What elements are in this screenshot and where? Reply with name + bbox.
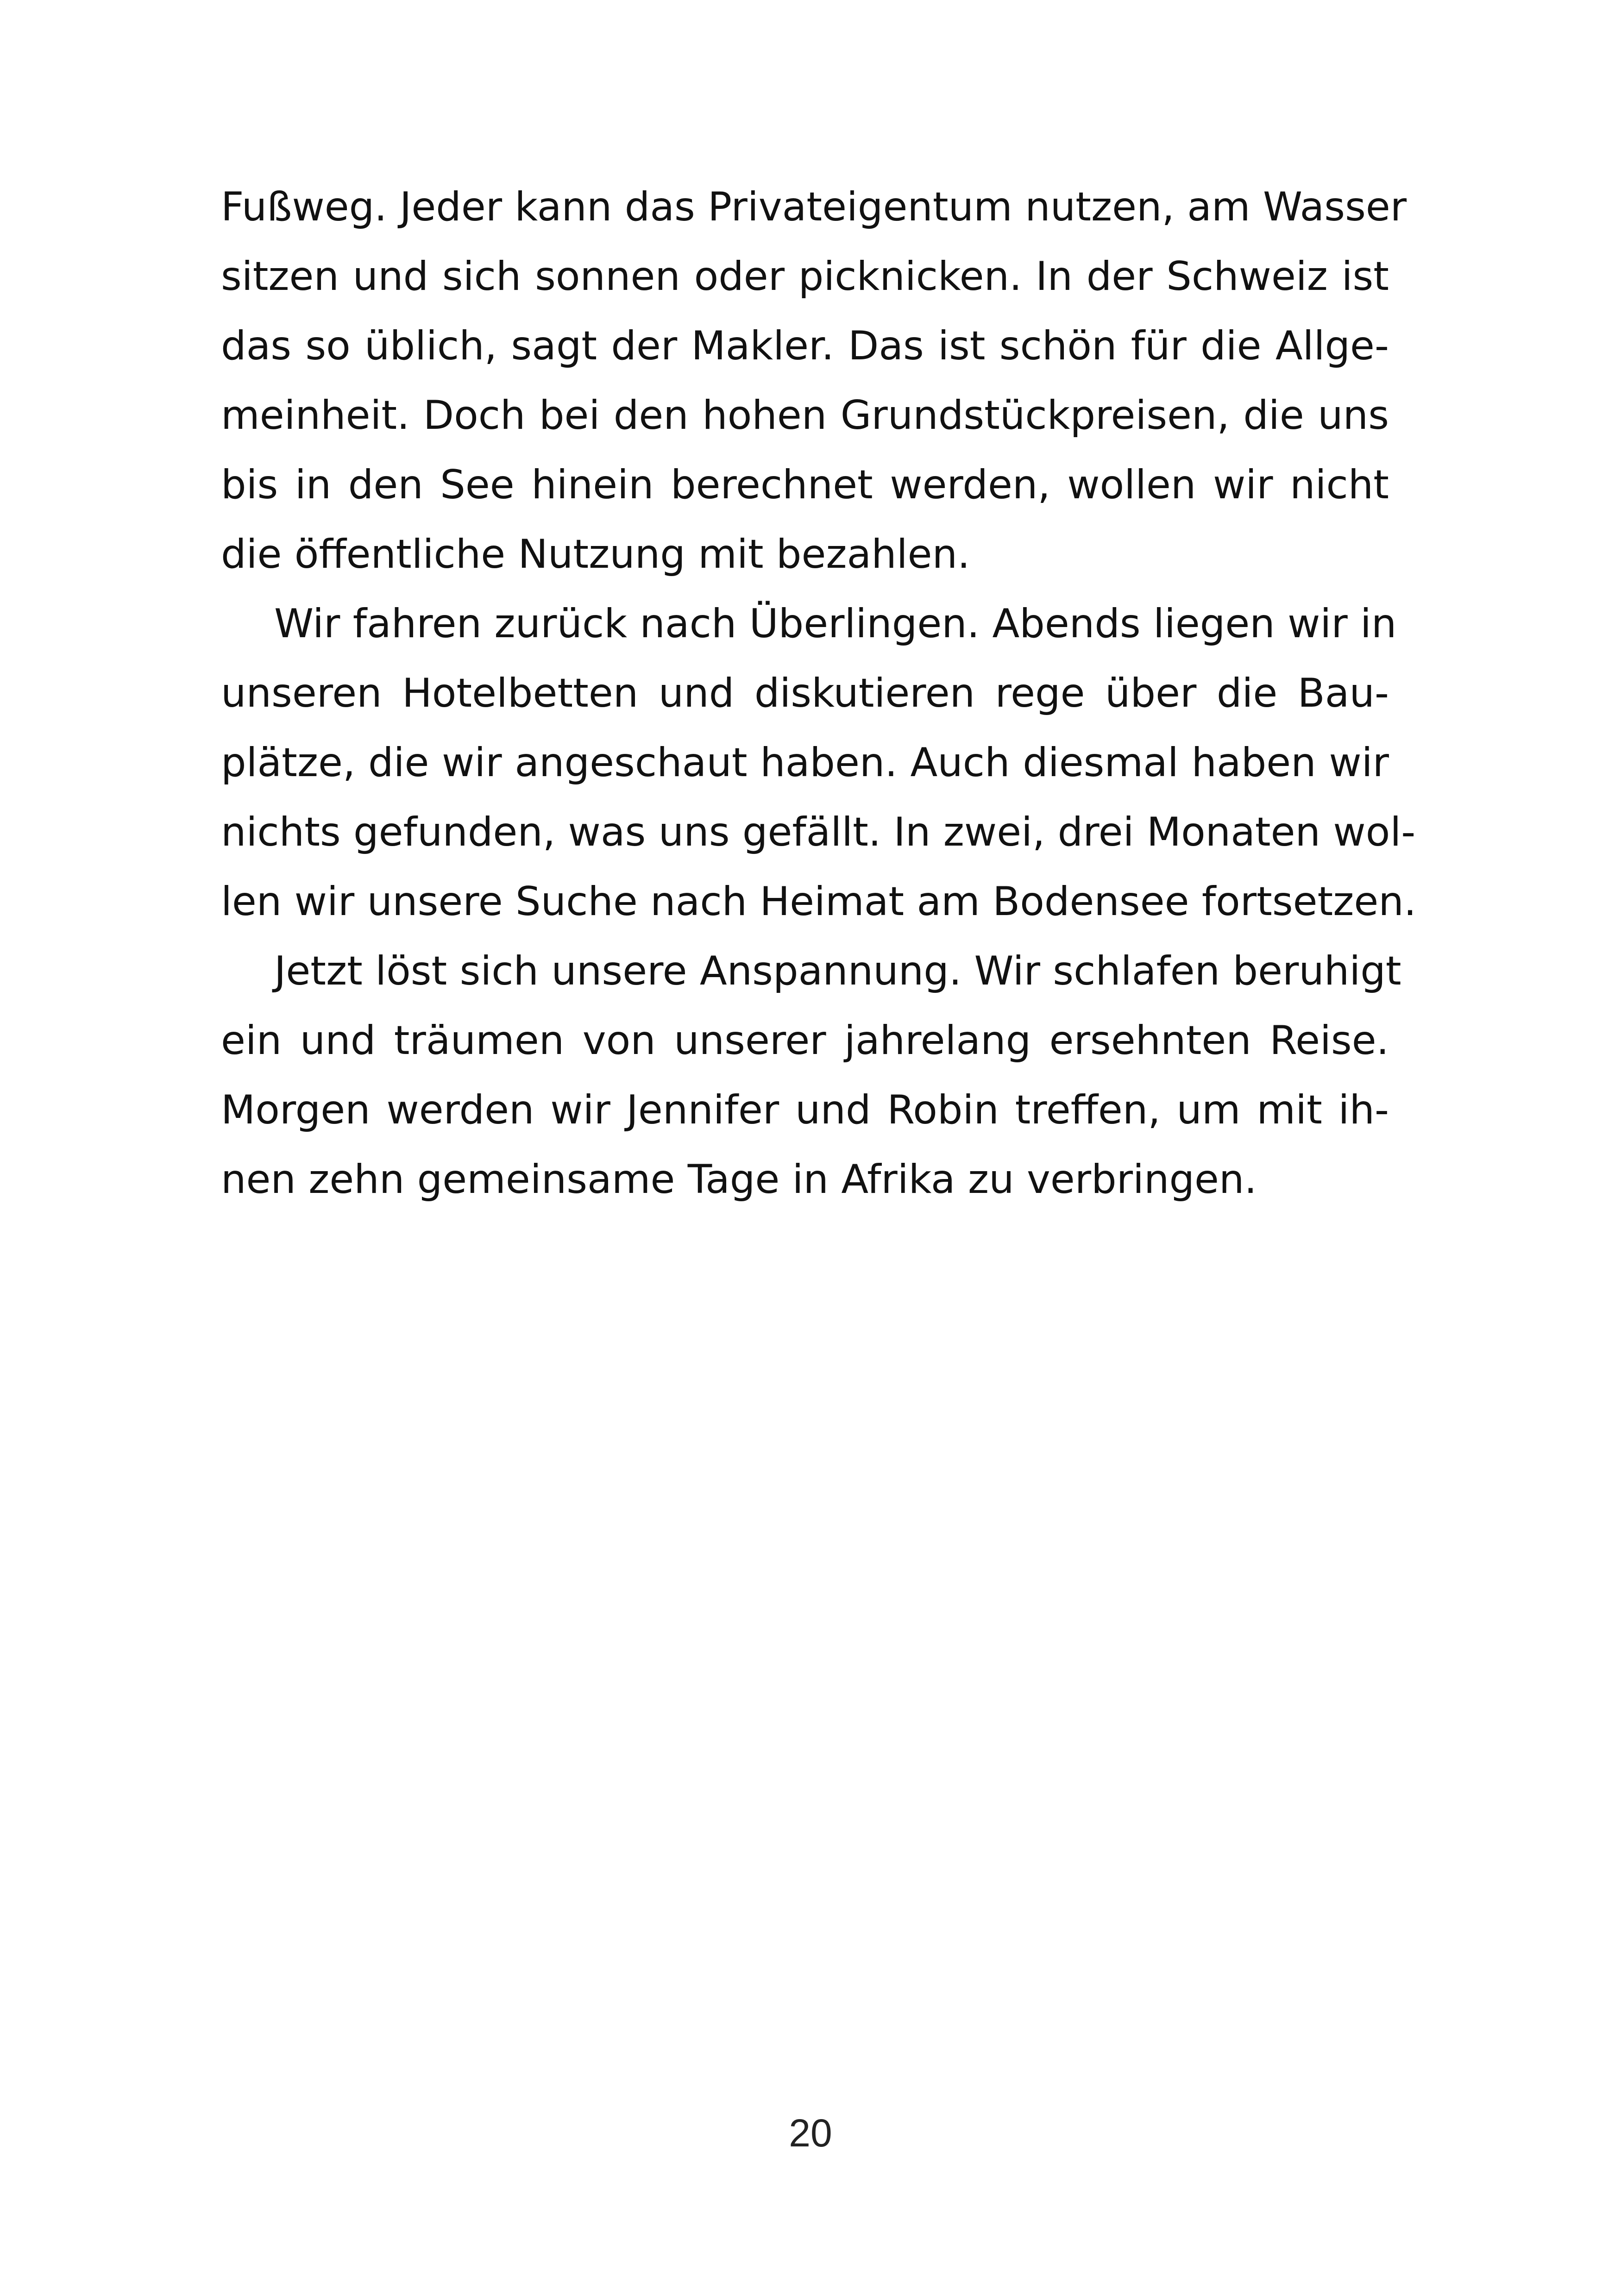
- text-line: Fußweg. Jeder kann das Privateigentum nutzen, am Wasser: [221, 184, 1407, 230]
- text-line: len wir unsere Suche nach Heimat am Bodensee fortsetzen.: [221, 878, 1417, 925]
- text-line: sitzen und sich sonnen oder picknicken. In der Schweiz ist: [221, 253, 1389, 300]
- paragraph-3: [221, 936, 1401, 1214]
- text-line: die öffentliche Nutzung mit bezahlen.: [221, 531, 970, 577]
- text-line: meinheit. Doch bei den hohen Grundstückpreisen, die uns: [221, 392, 1389, 439]
- text-line: Morgen werden wir Jennifer und Robin treffen, um mit ih-: [221, 1087, 1389, 1133]
- paragraph-1: [221, 172, 1407, 589]
- text-line: bis in den See hinein berechnet werden, wollen wir nicht: [221, 462, 1389, 508]
- text-line: Wir fahren zurück nach Überlingen. Abends liegen wir in: [274, 601, 1397, 647]
- page-number: 20: [789, 2111, 832, 2155]
- text-line: nen zehn gemeinsame Tage in Afrika zu verbringen.: [221, 1156, 1257, 1203]
- text-line: unseren Hotelbetten und diskutieren rege über die Bau-: [221, 670, 1389, 716]
- text-line: plätze, die wir angeschaut haben. Auch diesmal haben wir: [221, 740, 1389, 786]
- paragraph-2: [221, 589, 1417, 936]
- body-text: [221, 172, 1417, 1214]
- text-line: nichts gefunden, was uns gefällt. In zwei, drei Monaten wol-: [221, 809, 1416, 855]
- text-line: ein und träumen von unserer jahrelang ersehnten Reise.: [221, 1017, 1389, 1064]
- text-line: das so üblich, sagt der Makler. Das ist schön für die Allge-: [221, 323, 1389, 369]
- text-line: Jetzt löst sich unsere Anspannung. Wir schlafen beruhigt: [274, 948, 1401, 994]
